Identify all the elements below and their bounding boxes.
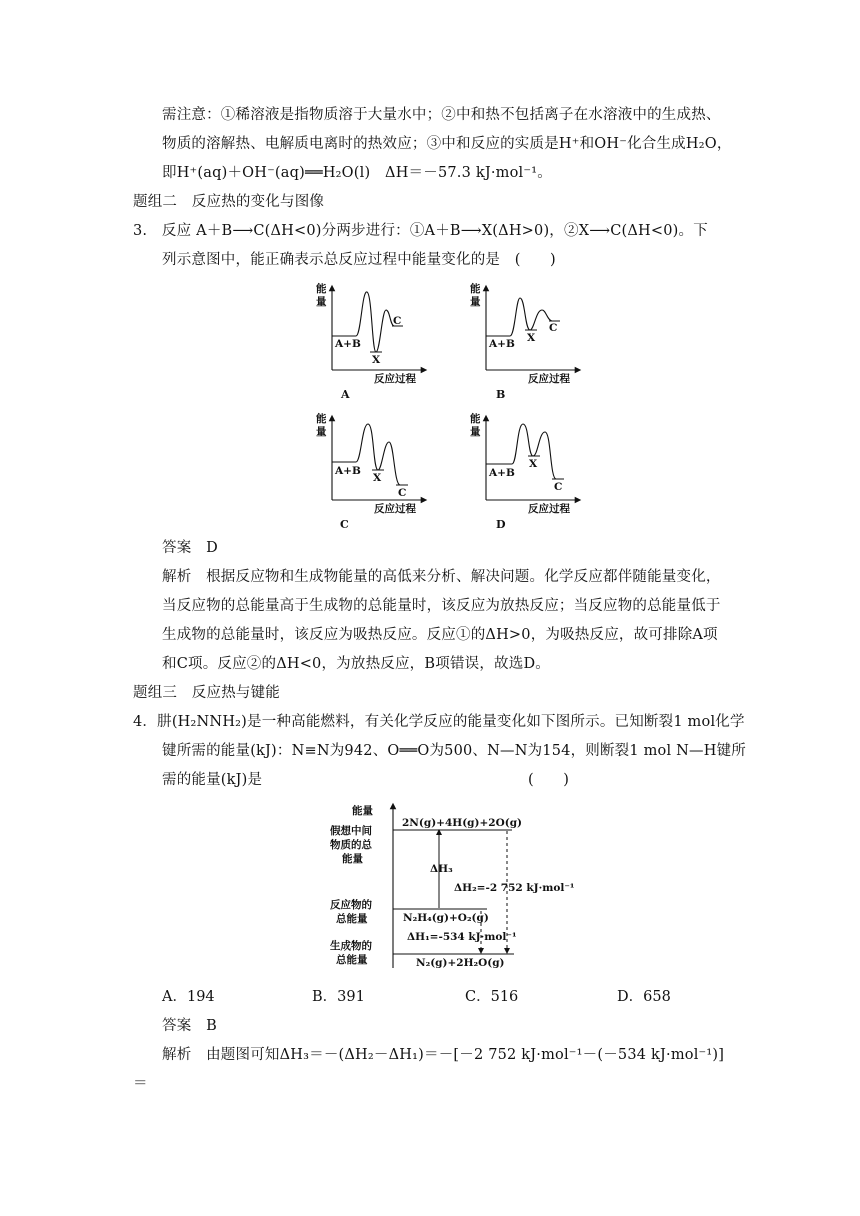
svg-text:X: X [373, 472, 382, 484]
svg-text:假想中间: 假想中间 [330, 825, 372, 837]
caption-c: C [340, 518, 349, 531]
q4-answer: 答案 B [162, 1018, 217, 1034]
svg-text:量: 量 [470, 426, 481, 438]
svg-text:能量: 能量 [342, 853, 363, 865]
q3-exp-2: 当反应物的总能量高于生成物的总能量时，该反应为放热反应；当反应物的总能量低于 [162, 598, 721, 614]
group2-heading: 题组二 反应热的变化与图像 [133, 194, 325, 210]
q4-y-title: 能量 [352, 805, 373, 817]
q3-line-2: 列示意图中，能正确表示总反应过程中能量变化的是 ( ) [162, 252, 556, 268]
dH1-label: ΔH₁=-534 kJ·mol⁻¹ [407, 931, 517, 943]
mid-species: N₂H₄(g)+O₂(g) [403, 912, 489, 924]
bot-species: N₂(g)+2H₂O(g) [416, 957, 505, 969]
option-d: D．658 [617, 989, 671, 1005]
diagram-b [470, 282, 578, 401]
option-b: B．391 [312, 989, 365, 1005]
svg-text:A+B: A+B [489, 467, 515, 479]
svg-text:C: C [554, 481, 563, 493]
ylabel-top: 能 [316, 283, 327, 295]
note-line-2: 物质的溶解热、电解质电离时的热效应；③中和反应的实质是H⁺和OH⁻化合生成H₂O， [162, 136, 732, 152]
dH3-label: ΔH₃ [430, 863, 453, 875]
q3-energy-diagrams [0, 280, 860, 540]
q3-answer: 答案 D [162, 540, 218, 556]
q4-bracket: ( ) [528, 772, 570, 788]
dH2-label: ΔH₂=-2 752 kJ·mol⁻¹ [454, 882, 575, 894]
svg-text:总能量: 总能量 [336, 913, 368, 925]
diagram-a [316, 282, 424, 401]
svg-text:X: X [529, 458, 538, 470]
option-a: A．194 [162, 989, 215, 1005]
caption-d: D [496, 518, 506, 531]
product-label: C [393, 315, 402, 327]
note-line-1: 需注意：①稀溶液是指物质溶于大量水中；②中和热不包括离子在水溶液中的生成热、 [162, 107, 721, 123]
q3-exp-1: 解析 根据反应物和生成物能量的高低来分析、解决问题。化学反应都伴随能量变化， [162, 569, 721, 585]
q3-line-1: 3. 反应 A＋B⟶C(ΔH<0)分两步进行：①A＋B⟶X(ΔH>0)，②X⟶C(ΔH<0)。下 [133, 223, 708, 239]
svg-text:A+B: A+B [489, 338, 515, 350]
top-species: 2N(g)+4H(g)+2O(g) [402, 817, 523, 829]
svg-text:A+B: A+B [335, 465, 361, 477]
q4-exp-2: ＝ [133, 1076, 148, 1092]
q4-exp-1: 解析 由题图可知ΔH₃＝－(ΔH₂－ΔH₁)＝－[－2 752 kJ·mol⁻¹－(－534 kJ·mol⁻¹)] [162, 1047, 725, 1063]
q4-energy-diagram [0, 800, 860, 990]
svg-text:能: 能 [470, 283, 481, 295]
svg-text:C: C [549, 322, 558, 334]
caption-a: A [341, 388, 350, 401]
svg-text:X: X [527, 332, 536, 344]
note-line-3: 即H⁺(aq)＋OH⁻(aq)══H₂O(l) ΔH＝－57.3 kJ·mol⁻¹。 [162, 165, 552, 181]
svg-text:量: 量 [470, 296, 481, 308]
svg-text:反应物的: 反应物的 [330, 899, 372, 911]
svg-text:生成物的: 生成物的 [330, 940, 372, 952]
svg-text:总能量: 总能量 [336, 954, 368, 966]
svg-text:反应过程: 反应过程 [374, 503, 416, 515]
svg-text:C: C [398, 487, 407, 499]
diagram-c [316, 412, 424, 531]
xlabel: 反应过程 [374, 373, 416, 385]
caption-b: B [496, 388, 506, 401]
intermediate-label: X [372, 354, 381, 366]
q3-exp-3: 生成物的总能量时，该反应为吸热反应。反应①的ΔH>0，为吸热反应，故可排除A项 [162, 627, 718, 643]
svg-text:反应过程: 反应过程 [528, 503, 570, 515]
group3-heading: 题组三 反应热与键能 [133, 685, 280, 701]
diagram-d [470, 412, 578, 531]
q4-line-1: 4．肼(H₂NNH₂)是一种高能燃料，有关化学反应的能量变化如下图所示。已知断裂1 mol化学 [133, 714, 745, 730]
q4-line-2: 键所需的能量(kJ)：N≡N为942、O══O为500、N—N为154，则断裂1 mol N—H键所 [162, 743, 746, 759]
option-c: C．516 [465, 989, 519, 1005]
ylabel-bottom: 量 [316, 296, 327, 308]
q3-exp-4: 和C项。反应②的ΔH<0，为放热反应，B项错误，故选D。 [162, 656, 550, 672]
reactant-label: A+B [335, 338, 361, 350]
svg-text:物质的总: 物质的总 [330, 839, 372, 851]
q4-line-3: 需的能量(kJ)是 [162, 772, 263, 788]
svg-text:能: 能 [316, 413, 327, 425]
svg-text:量: 量 [316, 426, 327, 438]
svg-text:反应过程: 反应过程 [528, 373, 570, 385]
svg-text:能: 能 [470, 413, 481, 425]
